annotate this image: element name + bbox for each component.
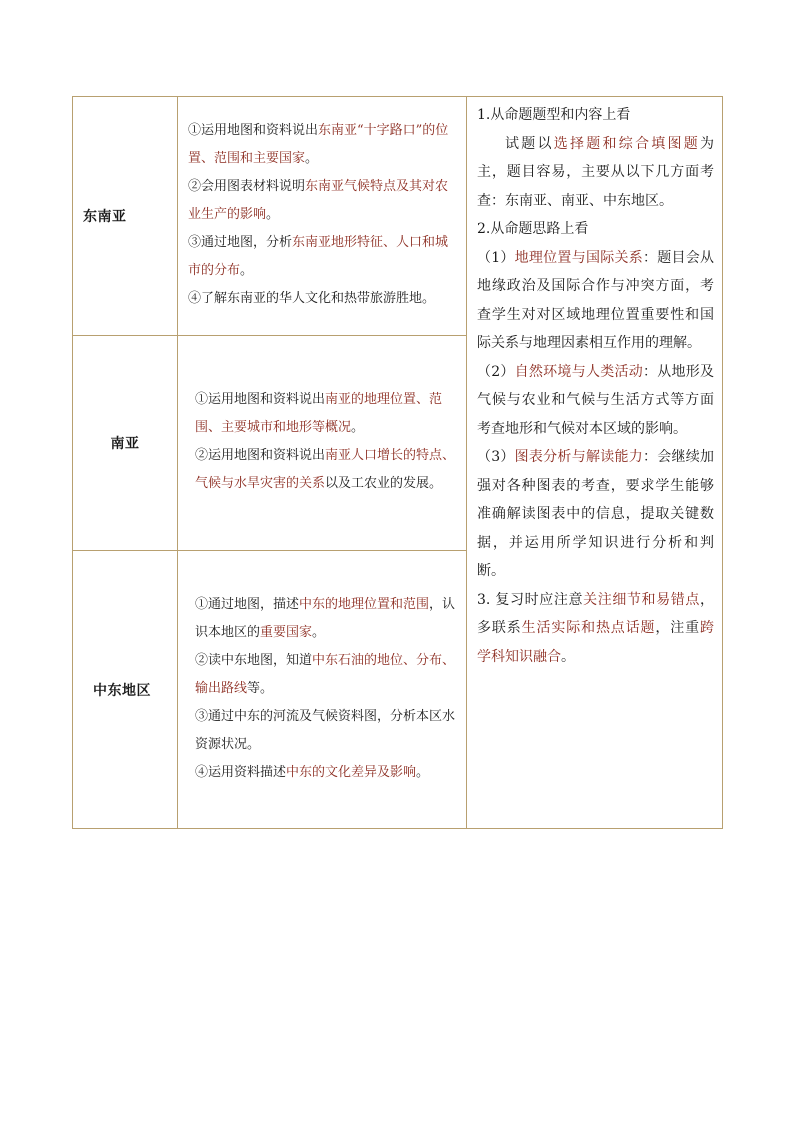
standard-item: ④运用资料描述中东的文化差异及影响。 <box>195 764 430 780</box>
analysis-paragraph: （3）图表分析与解读能力：会继续加强对各种图表的考查，要求学生能够准确解读图表中的信息，提取关键数据，并运用所学知识进行分析和判断。 <box>477 449 714 579</box>
standard-item: ②运用地图和资料说出南亚人口增长的特点、气候与水旱灾害的关系以及工农业的发展。 <box>195 448 456 491</box>
region-name-cell: 南亚 <box>73 336 178 551</box>
table-row <box>73 97 723 336</box>
analysis-paragraph: （1）地理位置与国际关系：题目会从地缘政治及国际合作与冲突方面，考查学生对对区域地理位置重要性和国际关系与地理因素相互作用的理解。 <box>477 249 714 351</box>
standard-item: ①运用地图和资料说出南亚的地理位置、范围、主要城市和地形等概况。 <box>195 392 443 435</box>
standard-item: ②会用图表材料说明东南亚气候特点及其对农业生产的影响。 <box>188 179 449 222</box>
analysis-paragraph: 3. 复习时应注意关注细节和易错点，多联系生活实际和热点话题，注重跨学科知识融合。 <box>477 591 715 665</box>
curriculum-standard-cell <box>178 336 467 551</box>
analysis-paragraph: 2.从命题思路上看 <box>477 221 589 237</box>
standard-item: ①运用地图和资料说出东南亚“十字路口”的位置、范围和主要国家。 <box>188 123 449 166</box>
curriculum-standard-cell <box>178 97 467 336</box>
curriculum-standard-cell <box>178 551 467 829</box>
analysis-paragraph: 试题以选择题和综合填图题为主，题目容易，主要从以下几方面考查：东南亚、南亚、中东地区。 <box>477 135 714 209</box>
standard-item: ②读中东地图，知道中东石油的地位、分布、输出路线等。 <box>195 652 456 696</box>
analysis-paragraph: 1.从命题题型和内容上看 <box>477 107 631 123</box>
standard-item: ③通过中东的河流及气候资料图，分析本区水资源状况。 <box>195 708 456 752</box>
analysis-paragraph: （2）自然环境与人类活动：从地形及气候与农业和气候与生活方式等方面考查地形和气候对本区域的影响。 <box>477 363 714 437</box>
standard-item: ③通过地图，分析东南亚地形特征、人口和城市的分布。 <box>188 235 449 278</box>
region-name-cell: 中东地区 <box>73 551 178 829</box>
exam-analysis-table <box>72 96 723 829</box>
standard-item: ①通过地图，描述中东的地理位置和范围，认识本地区的重要国家。 <box>195 596 456 640</box>
exam-analysis-cell <box>467 97 723 829</box>
region-name-cell: 东南亚 <box>73 97 178 336</box>
standard-item: ④了解东南亚的华人文化和热带旅游胜地。 <box>188 291 436 306</box>
